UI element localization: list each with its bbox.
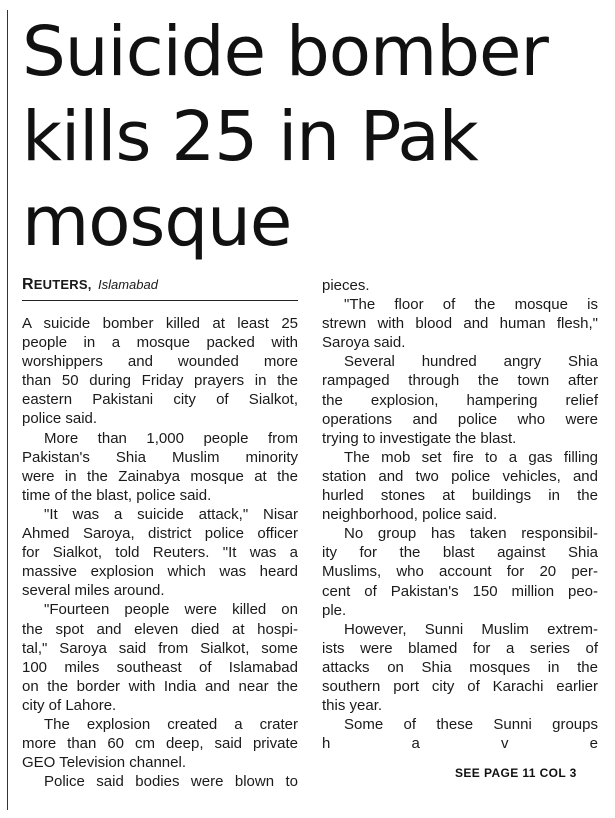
text-line: 100 miles southeast of Islamabad	[22, 658, 298, 676]
text-line: station and two police vehicles, and	[322, 467, 598, 485]
byline	[22, 276, 298, 301]
text-line: massive explosion which was heard	[22, 563, 298, 581]
text-line: attacks on Shia mosques in the	[322, 658, 598, 676]
text-line: ity for the blast against Shia	[322, 544, 598, 562]
byline-agency-rest: EUTERS,	[33, 277, 92, 292]
text-line: h a v e	[322, 735, 598, 753]
text-line: police said.	[22, 410, 98, 428]
text-line: people in a mosque packed with	[22, 334, 298, 352]
text-line: The mob set fire to a gas filling	[344, 448, 598, 466]
text-line: neighborhood, police said.	[322, 506, 498, 524]
text-line: the spot and eleven died at hospi-	[22, 620, 298, 638]
continuation-jump-line: SEE PAGE 11 COL 3	[455, 766, 577, 780]
text-line: The explosion created a crater	[44, 715, 298, 733]
text-line: Several hundred angry Shia	[344, 353, 598, 371]
text-line: "Fourteen people were killed on	[44, 601, 298, 619]
text-line: cent of Pakistan's 150 million peo-	[322, 582, 598, 600]
text-line: several miles around.	[22, 582, 165, 600]
text-line: eastern Pakistani city of Sialkot,	[22, 391, 298, 409]
text-line: ple.	[322, 601, 347, 619]
text-line: Muslims, who account for 20 per-	[322, 563, 598, 581]
text-line: southern port city of Karachi earlier	[322, 677, 598, 695]
article-column-2	[322, 276, 598, 753]
text-line: Some of these Sunni groups	[344, 716, 598, 734]
byline-location: Islamabad	[97, 277, 158, 292]
text-line: A suicide bomber killed at least 25	[22, 315, 298, 332]
text-line: GEO Television channel.	[22, 754, 186, 772]
text-line: No group has taken responsibil-	[344, 525, 598, 543]
text-line: worshippers and wounded more	[22, 353, 298, 371]
text-line: Police said bodies were blown to	[44, 773, 298, 791]
headline-line-2: kills 25 in Pak	[22, 97, 478, 177]
text-line: More than 1,000 people from	[44, 429, 298, 447]
text-line: strewn with blood and human flesh,"	[322, 315, 598, 333]
text-line: pieces.	[322, 277, 370, 294]
text-line: trying to investigate the blast.	[322, 429, 517, 447]
text-line: However, Sunni Muslim extrem-	[344, 620, 598, 638]
byline-agency-initial: R	[22, 276, 34, 293]
text-line: time of the blast, police said.	[22, 486, 212, 504]
article-column-1	[22, 314, 298, 791]
byline-agency	[22, 276, 92, 293]
text-line: were in the Zainabya mosque at the	[22, 467, 298, 485]
text-line: more than 60 cm deep, said private	[22, 735, 298, 753]
text-line: "It was a suicide attack," Nisar	[44, 505, 298, 523]
headline-line-3: mosque	[22, 182, 292, 262]
text-line: operations and police who were	[322, 410, 598, 428]
text-line: Ahmed Saroya, district police officer	[22, 525, 298, 543]
text-line: tal," Saroya said from Sialkot, some	[22, 639, 298, 657]
column-rule	[7, 10, 8, 810]
text-line: for Sialkot, told Reuters. "It was a	[22, 544, 298, 562]
text-line: "The floor of the mosque is	[344, 296, 598, 314]
headline	[22, 10, 612, 265]
text-line: this year.	[322, 697, 383, 715]
text-line: than 50 during Friday prayers in the	[22, 372, 298, 390]
text-line: the explosion, hampering relief	[322, 391, 598, 409]
text-line: ists were blamed for a series of	[322, 639, 598, 657]
text-line: hurled stones at buildings in the	[322, 487, 598, 505]
text-line: rampaged through the town after	[322, 372, 598, 390]
text-line: Pakistan's Shia Muslim minority	[22, 448, 298, 466]
text-line: Saroya said.	[322, 334, 406, 352]
text-line: city of Lahore.	[22, 696, 117, 714]
text-line: on the border with India and near the	[22, 677, 298, 695]
headline-line-1: Suicide bomber	[22, 12, 548, 92]
